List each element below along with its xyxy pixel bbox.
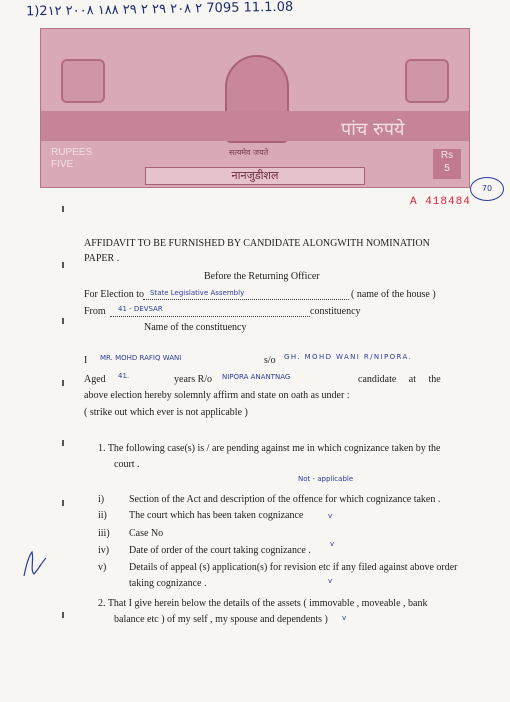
- handwritten-house: State Legislative Assembly: [150, 289, 245, 297]
- page-number: 70: [481, 184, 493, 193]
- stamp-serial-number: A 418484: [410, 196, 471, 208]
- handwritten-father: GH. MOHD WANI R/NIPORA.: [284, 353, 413, 361]
- aged-label: Aged: [84, 374, 106, 385]
- years-label: years R/o: [174, 374, 213, 385]
- item2-line2: balance etc ) of my self , my spouse and dependents ): [114, 614, 328, 625]
- margin-mark: [62, 206, 64, 212]
- strike-out-line: ( strike out which ever is not applicable ): [84, 407, 248, 418]
- stamp-left-emblem: [61, 59, 105, 103]
- stamp-value-band: [41, 111, 469, 141]
- handwritten-residence: NIPORA ANANTNAG: [222, 373, 291, 381]
- handwritten-name: MR. MOHD RAFIQ WANI: [100, 354, 182, 362]
- affidavit-title-line1: AFFIDAVIT TO BE FURNISHED BY CANDIDATE ALONGWITH NOMINATION: [84, 238, 430, 249]
- sub-item-text: Case No: [129, 528, 164, 539]
- election-prefix: For Election to: [84, 289, 144, 300]
- handwritten-ditto-mark: v: [328, 512, 333, 520]
- margin-mark: [62, 440, 64, 446]
- handwritten-top-note: 1)2۱۲ ۲۰۰۸ ۱۸۸ ۲۹ ۲ ۲۹ ۲۰۸ ۲ 7095 11.1.08: [25, 0, 294, 20]
- affidavit-title-line2: PAPER .: [84, 253, 120, 264]
- handwritten-age: 41.: [118, 372, 130, 380]
- margin-mark: [62, 262, 64, 268]
- margin-mark: [62, 380, 64, 386]
- sub-item-number: v): [98, 562, 107, 573]
- so-label: s/o: [264, 355, 276, 366]
- item1-line1: 1. The following case(s) is / are pending against me in which cognizance taken by the: [98, 443, 441, 454]
- i-label: I: [84, 355, 88, 366]
- margin-mark: [62, 318, 64, 324]
- sub-item-text: Section of the Act and description of the offence for which cognizance taken .: [129, 494, 441, 505]
- solemn-affirm-line: above election hereby solemnly affirm and state on oath as under :: [84, 390, 350, 401]
- sub-item-text: Details of appeal (s) application(s) for revision etc if any filed against above order: [129, 562, 458, 573]
- sub-item-number: i): [98, 494, 105, 505]
- stamp-rs-label: Rs 5: [433, 149, 461, 179]
- from-suffix: constituency: [310, 306, 361, 317]
- sub-item-number: ii): [98, 510, 107, 521]
- from-prefix: From: [84, 306, 106, 317]
- margin-mark: [62, 612, 64, 618]
- margin-signature: [20, 548, 50, 582]
- sub-item-number: iii): [98, 528, 110, 539]
- handwritten-ditto-mark: v: [342, 614, 347, 622]
- handwritten-ditto-mark: v: [328, 577, 333, 585]
- candidate-label: candidate at the: [358, 374, 441, 385]
- before-returning-officer: Before the Returning Officer: [204, 271, 320, 282]
- sub-item-text: Date of order of the court taking cognizance .: [129, 545, 311, 556]
- name-of-constituency: Name of the constituency: [144, 322, 247, 333]
- item1-line2: court .: [114, 459, 140, 470]
- house-blank: [143, 299, 349, 300]
- handwritten-ditto-mark: v: [330, 540, 335, 548]
- sub-item-text: The court which has been taken cognizance: [129, 510, 304, 521]
- handwritten-constituency: 41 - DEVSAR: [118, 305, 163, 313]
- stamp-rupees-label: RUPEES FIVE: [51, 147, 93, 170]
- margin-mark: [62, 500, 64, 506]
- election-suffix: ( name of the house ): [351, 289, 436, 300]
- sub-item-number: iv): [98, 545, 110, 556]
- page-number-circle: [470, 177, 504, 201]
- stamp-paper: [40, 28, 470, 188]
- constituency-blank: [110, 316, 310, 317]
- stamp-nonjudicial-label: नानजुडीशल: [145, 167, 365, 185]
- stamp-hindi-value: पांच रुपये: [341, 119, 405, 140]
- stamp-motto: सत्यमेव जयते: [229, 148, 269, 157]
- sub-item-v-line2: taking cognizance .: [129, 578, 207, 589]
- stamp-right-emblem: [405, 59, 449, 103]
- handwritten-not-applicable: Not - applicable: [298, 475, 354, 483]
- item2-line1: 2. That I give herein below the details of the assets ( immovable , moveable , bank: [98, 598, 428, 609]
